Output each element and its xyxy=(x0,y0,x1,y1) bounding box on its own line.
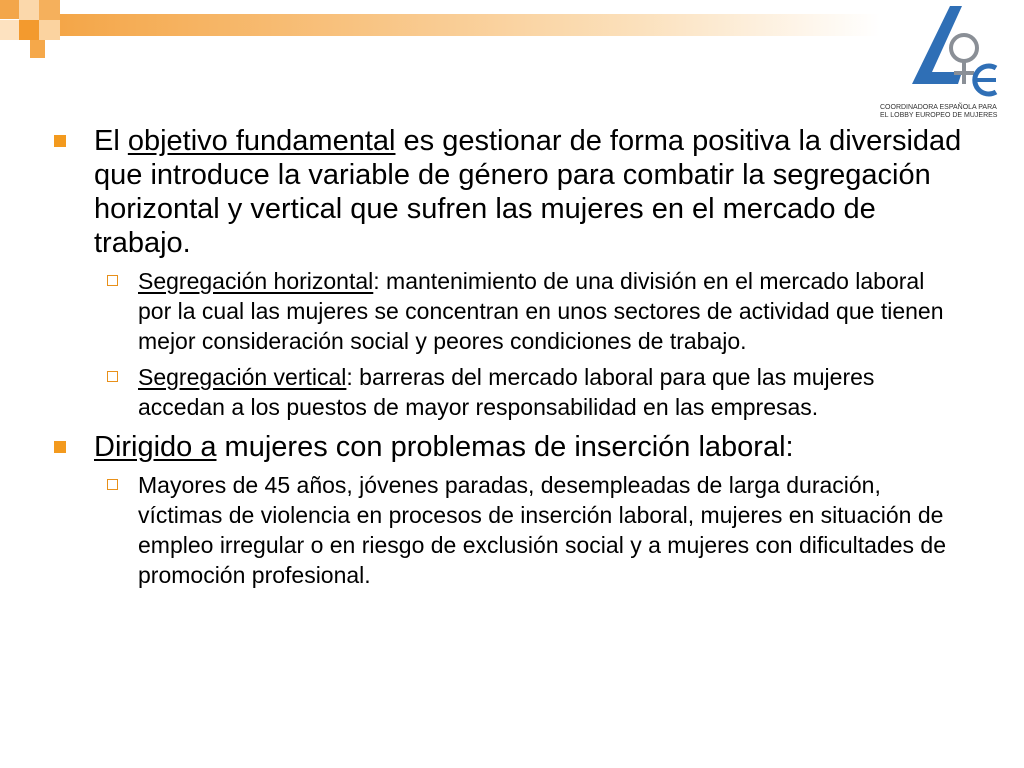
bullet-item xyxy=(54,124,964,260)
bullet-text-post: mujeres con problemas de inserción laboral: xyxy=(216,431,794,463)
slide-body xyxy=(54,124,964,598)
sub-bullet-item xyxy=(138,362,958,422)
decor-square xyxy=(0,20,19,40)
hollow-square-bullet-icon xyxy=(107,275,118,286)
sub-bullet-text: Mayores de 45 años, jóvenes paradas, desempleadas de larga duración, víctimas de violencia en procesos de inserción laboral, mujeres en situación de empleo irregular o en riesgo de exclusión social y a mujeres con dificultades de promoción profesional. xyxy=(138,472,946,588)
sub-bullet-text: : barreras del mercado laboral para que las mujeres accedan a los puestos de mayor responsabilidad en las empresas. xyxy=(138,364,875,420)
decor-square xyxy=(19,20,39,40)
sub-bullet-term: Segregación vertical xyxy=(138,364,347,390)
bullet-text-underlined: Dirigido a xyxy=(94,431,217,463)
decor-square xyxy=(39,0,60,20)
hollow-square-bullet-icon xyxy=(107,371,118,382)
decor-square xyxy=(0,0,19,19)
sub-bullet-item xyxy=(138,266,958,356)
square-bullet-icon xyxy=(54,135,66,147)
decor-square xyxy=(39,20,60,40)
decor-square xyxy=(30,40,45,58)
bullet-item xyxy=(54,430,964,464)
square-bullet-icon xyxy=(54,441,66,453)
sub-bullet-text: : mantenimiento de una división en el mercado laboral por la cual las mujeres se concentran en unos sectores de actividad que tienen mejor consideración social y peores condiciones de trabajo. xyxy=(138,268,944,354)
logo-caption xyxy=(880,104,1020,120)
bullet-text-pre: El xyxy=(94,125,128,157)
logo-caption-line: EL LOBBY EUROPEO DE MUJERES xyxy=(880,112,998,119)
bullet-text-post: es gestionar de forma positiva la diversidad que introduce la variable de género para combatir la segregación horizontal y vertical que sufren las mujeres en el mercado de trabajo. xyxy=(94,125,962,259)
sub-bullet-term: Segregación horizontal xyxy=(138,268,374,294)
hollow-square-bullet-icon xyxy=(107,479,118,490)
decor-square xyxy=(19,0,39,20)
logo-4c-icon xyxy=(892,2,1012,102)
sub-bullet-item xyxy=(138,470,958,590)
header-gradient-bar xyxy=(60,14,880,36)
bullet-group xyxy=(54,124,964,422)
logo-caption-line: COORDINADORA ESPAÑOLA PARA xyxy=(880,104,997,111)
bullet-group xyxy=(54,430,964,590)
bullet-text-underlined: objetivo fundamental xyxy=(127,125,396,157)
organization-logo xyxy=(880,2,1020,124)
